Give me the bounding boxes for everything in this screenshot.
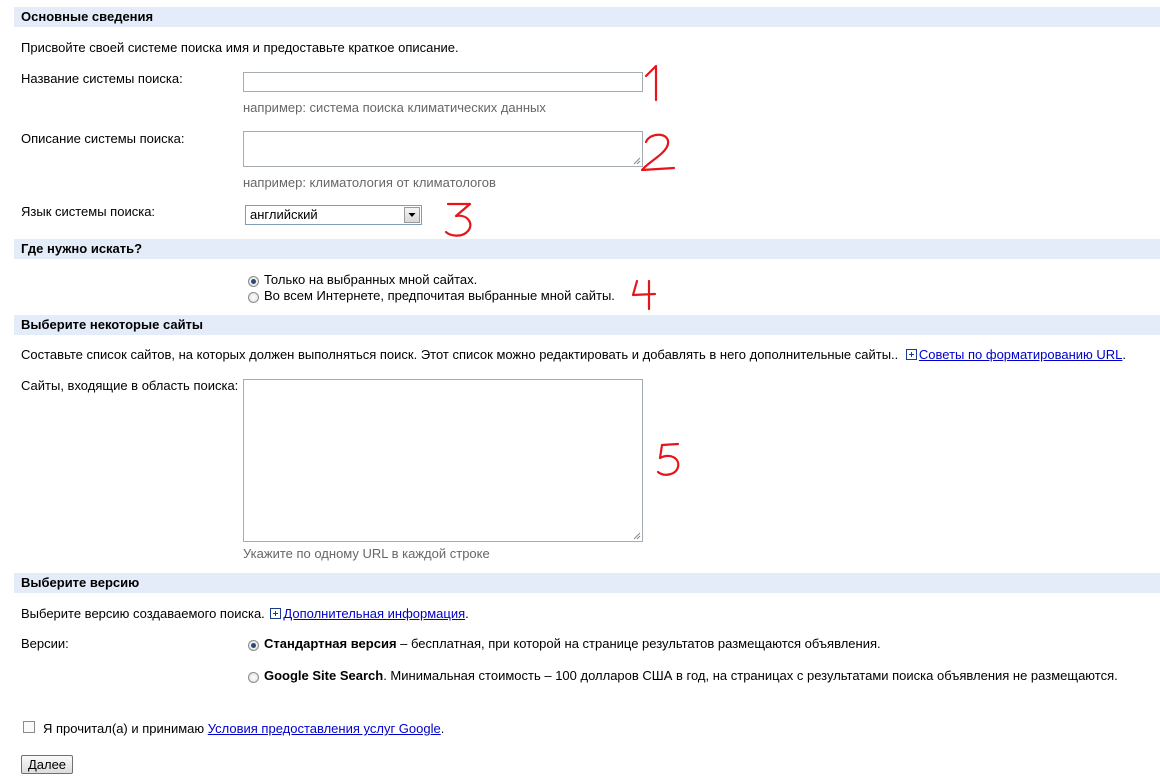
- radio-entire-web-label[interactable]: Во всем Интернете, предпочитая выбранные мной сайты.: [264, 288, 615, 303]
- terms-label: [43, 721, 444, 737]
- section-header-where: Где нужно искать?: [14, 239, 1160, 259]
- sites-hint: Укажите по одному URL в каждой строке: [243, 546, 490, 561]
- sites-intro: [21, 347, 1126, 363]
- plus-icon[interactable]: [906, 349, 917, 360]
- language-label: Язык системы поиска:: [21, 204, 156, 219]
- terms-text: Я прочитал(а) и принимаю: [43, 721, 208, 736]
- standard-version-label[interactable]: [264, 636, 881, 652]
- description-label: Описание системы поиска:: [21, 131, 185, 146]
- annotation-5: [650, 440, 690, 480]
- google-site-search-label[interactable]: [264, 668, 1118, 684]
- section-header-sites: Выберите некоторые сайты: [14, 315, 1160, 335]
- google-site-search-desc: . Минимальная стоимость – 100 долларов США в год, на страницах с результатами поиска объявления не размещаются.: [383, 668, 1118, 683]
- section-header-version: Выберите версию: [14, 573, 1160, 593]
- terms-checkbox[interactable]: [23, 721, 35, 733]
- annotation-1: [640, 58, 680, 106]
- more-info-link[interactable]: Дополнительная информация: [283, 606, 466, 621]
- version-intro-text: Выберите версию создаваемого поиска.: [21, 606, 265, 621]
- dropdown-arrow-icon[interactable]: [404, 207, 420, 223]
- search-engine-description-textarea[interactable]: [243, 131, 643, 167]
- sites-label: Сайты, входящие в область поиска:: [21, 378, 239, 393]
- description-hint: например: климатология от климатологов: [243, 175, 496, 190]
- sites-textarea[interactable]: [243, 379, 643, 542]
- annotation-4: [625, 275, 665, 315]
- language-selected-value: английский: [250, 207, 318, 222]
- radio-only-my-sites-label[interactable]: Только на выбранных мной сайтах.: [264, 272, 478, 287]
- next-button[interactable]: Далее: [21, 755, 73, 774]
- tips-suffix: .: [1122, 347, 1127, 362]
- radio-google-site-search[interactable]: [248, 672, 259, 683]
- search-engine-name-input[interactable]: [243, 72, 643, 92]
- annotation-2: [634, 128, 684, 178]
- basic-intro: Присвойте своей системе поиска имя и предоставьте краткое описание.: [21, 40, 459, 55]
- sites-intro-text: Составьте список сайтов, на которых должен выполняться поиск. Этот список можно редактировать и добавлять в него дополнительные сайты..: [21, 347, 899, 362]
- name-label: Название системы поиска:: [21, 71, 183, 86]
- google-site-search-name: Google Site Search: [264, 668, 384, 683]
- radio-entire-web[interactable]: [248, 292, 259, 303]
- url-formatting-tips-link[interactable]: Советы по форматированию URL: [918, 347, 1123, 362]
- annotation-3: [440, 198, 480, 242]
- versions-label: Версии:: [21, 636, 69, 651]
- standard-version-name: Стандартная версия: [264, 636, 397, 651]
- name-hint: например: система поиска климатических данных: [243, 100, 546, 115]
- plus-icon[interactable]: [270, 608, 281, 619]
- radio-only-my-sites[interactable]: [248, 276, 259, 287]
- more-info-suffix: .: [465, 606, 469, 621]
- version-intro: [21, 606, 469, 622]
- terms-of-service-link[interactable]: Условия предоставления услуг Google: [207, 721, 441, 736]
- language-select[interactable]: [245, 205, 422, 225]
- terms-suffix: .: [440, 721, 445, 736]
- resize-grip-icon[interactable]: [633, 532, 641, 540]
- standard-version-desc: – бесплатная, при которой на странице результатов размещаются объявления.: [396, 636, 881, 651]
- radio-standard-version[interactable]: [248, 640, 259, 651]
- section-header-basic: Основные сведения: [14, 7, 1160, 27]
